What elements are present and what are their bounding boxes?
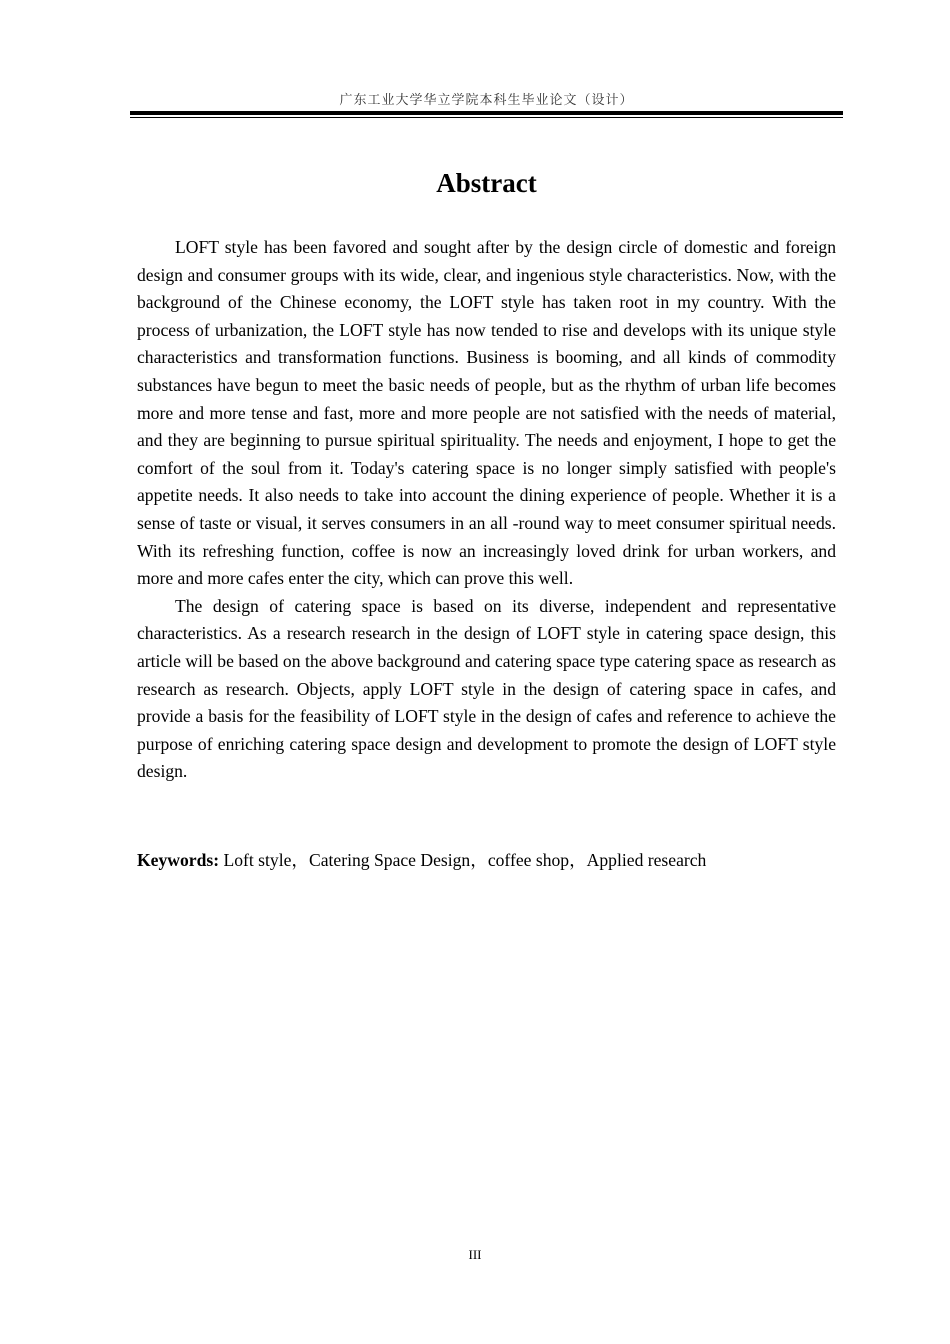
abstract-body [137, 234, 836, 786]
keywords-label: Keywords: [137, 850, 220, 870]
abstract-paragraph-2: The design of catering space is based on its diverse, independent and representative characteristics. As a research research in the design of LOFT style in catering space design, this article will be based on the above background and catering space type catering space as research as research as research. Objects, apply LOFT style in the design of catering space in cafes, and provide a basis for the feasibility of LOFT style in the design of cafes and reference to achieve the purpose of enriching catering space design and development to promote the design of LOFT style design. [137, 595, 836, 782]
abstract-paragraph-1: LOFT style has been favored and sought after by the design circle of domestic and foreign design and consumer groups with its wide, clear, and ingenious style characteristics. Now, with the background of the Chinese economy, the LOFT style has taken root in my country. With the process of urbanization, the LOFT style has now tended to rise and develops with its unique style characteristics and transformation functions. Business is booming, and all kinds of commodity substances have begun to meet the basic needs of people, but as the rhythm of urban life becomes more and more tense and fast, more and more people are not satisfied with the needs of material, and they are beginning to pursue spiritual spirituality. The needs and enjoyment, I hope to get the comfort of the soul from it. Today's catering space is no longer simply satisfied with people's appetite needs. It also needs to take into account the dining experience of people. Whether it is a sense of taste or visual, it serves consumers in an all -round way to meet consumer spiritual needs. With its refreshing function, coffee is now an increasingly loved drink for urban workers, and more and more cafes enter the city, which can prove this well. [137, 237, 836, 589]
header-rule-thin [130, 117, 843, 118]
keywords-text: Loft style，Catering Space Design，coffee shop，Applied research [219, 850, 707, 870]
running-header: 广东工业大学华立学院本科生毕业论文（设计） [339, 93, 634, 108]
header-rule-thick [130, 111, 843, 115]
abstract-title: Abstract [436, 168, 537, 198]
keywords-line [137, 847, 836, 874]
page-number: III [468, 1247, 482, 1262]
